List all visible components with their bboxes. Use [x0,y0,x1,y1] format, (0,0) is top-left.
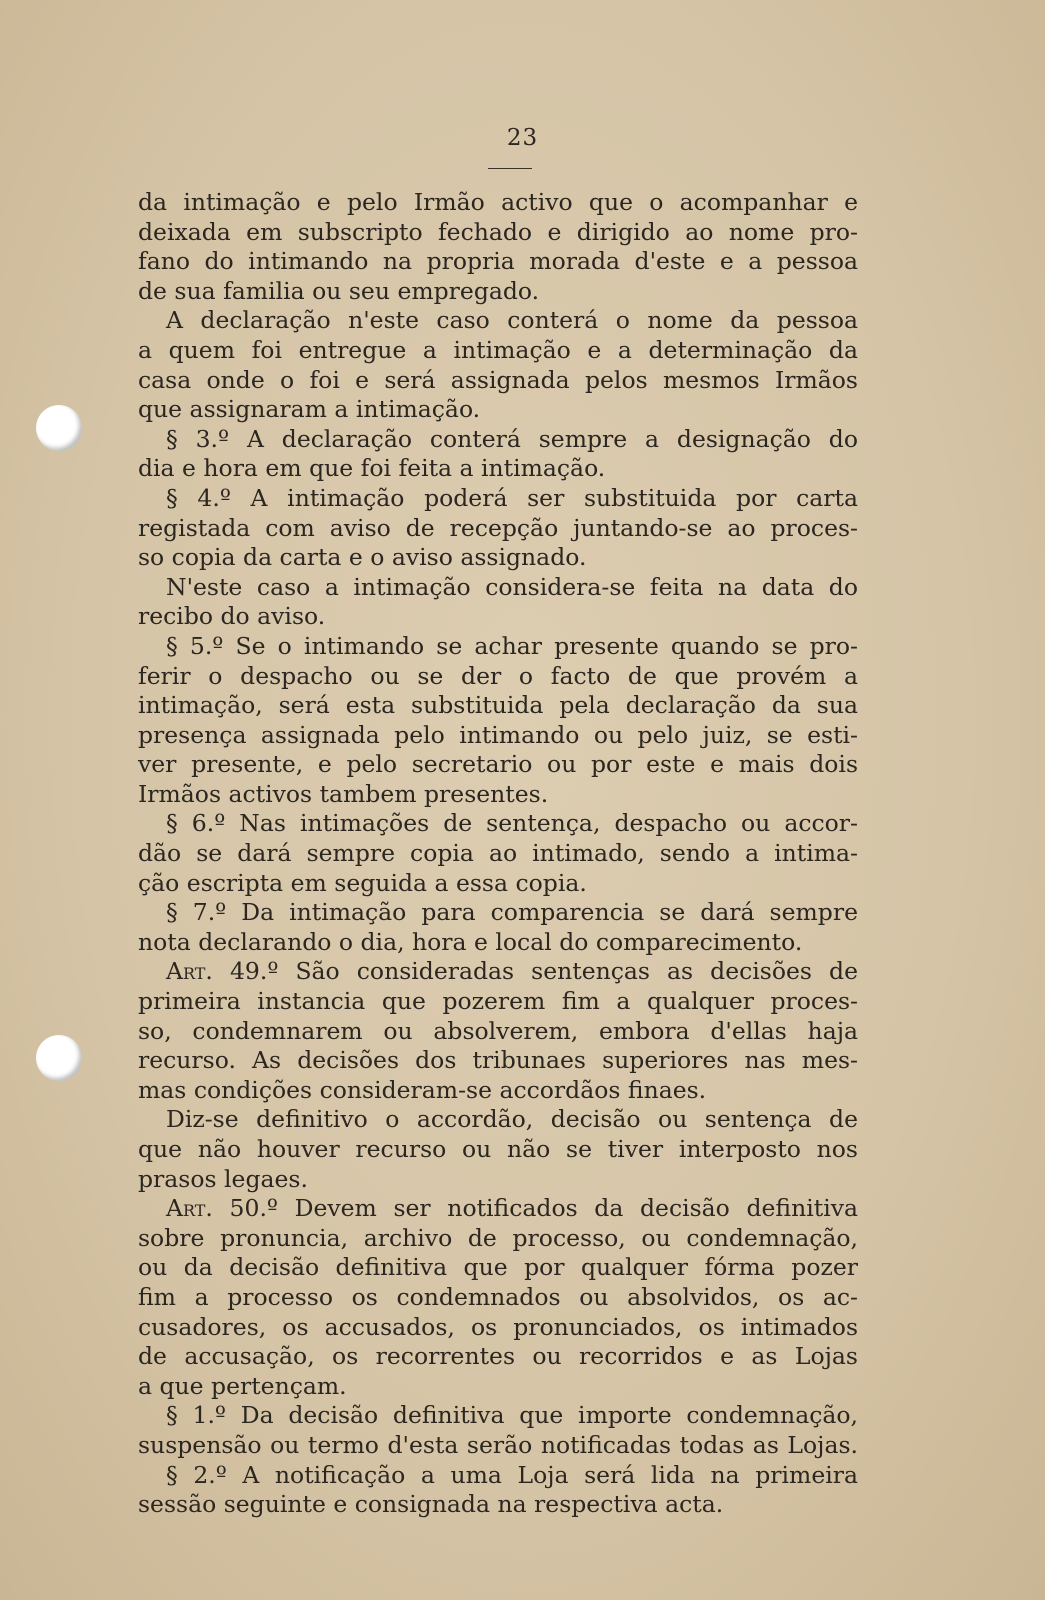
text-line: de accusação, os recorrentes ou recorridos e as Lojas [138,1342,858,1371]
text-line: dão se dará sempre copia ao intimado, sendo a intima- [138,839,858,868]
text-line: Art. 49.º São consideradas sentenças as decisões de [166,957,858,986]
punch-hole [36,1035,82,1081]
text-line: fano do intimando na propria morada d'este e a pessoa [138,247,858,276]
text-line: a que pertençam. [138,1371,347,1400]
text-line: da intimação e pelo Irmão activo que o acompanhar e [138,188,858,216]
text-line: sessão seguinte e consignada na respectiva acta. [138,1490,724,1519]
text-line: A declaração n'este caso conterá o nome da pessoa [166,306,858,335]
text-line: casa onde o foi e será assignada pelos mesmos Irmãos [138,365,858,394]
text-line: presença assignada pelo intimando ou pelo juiz, se esti- [138,720,858,749]
text-line: N'este caso a intimação considera-se feita na data do [166,572,858,601]
text-line: recurso. As decisões dos tribunaes superiores nas mes- [138,1046,858,1075]
text-line: intimação, será esta substituida pela declaração da sua [138,691,858,720]
text-line: a quem foi entregue a intimação e a determinação da [138,335,858,364]
text-line: deixada em subscripto fechado e dirigido ao nome pro- [138,217,858,246]
text-line: so copia da carta e o aviso assignado. [138,543,587,572]
text-line: que assignaram a intimação. [138,395,481,424]
text-line: ferir o despacho ou se der o facto de que provém a [138,661,858,690]
text-line: recibo do aviso. [138,602,326,631]
text-line: Diz-se definitivo o accordão, decisão ou sentença de [166,1105,858,1134]
text-line: § 4.º A intimação poderá ser substituida por carta [166,483,858,512]
text-line: sobre pronuncia, archivo de processo, ou condemnação, [138,1223,858,1252]
text-line: § 3.º A declaração conterá sempre a designação do [166,424,858,453]
punch-hole [36,405,82,451]
text-line: § 2.º A notificação a uma Loja será lida na primeira [166,1460,858,1489]
text-line: mas condições consideram-se accordãos finaes. [138,1075,707,1104]
text-line: suspensão ou termo d'esta serão notificadas todas as Lojas. [138,1430,858,1459]
text-line: § 7.º Da intimação para comparencia se dará sempre [166,898,858,927]
text-line: § 5.º Se o intimando se achar presente quando se pro- [166,631,858,660]
text-line: ver presente, e pelo secretario ou por este e mais dois [138,750,858,779]
article-label: Art. [166,1194,213,1223]
article-label: Art. [166,957,213,986]
text-line: cusadores, os accusados, os pronunciados, os intimados [138,1312,858,1341]
text-line: fim a processo os condemnados ou absolvidos, os ac- [138,1282,858,1311]
text-line: so, condemnarem ou absolverem, embora d'ellas haja [138,1016,858,1045]
page-number: 23 [506,125,539,151]
text-line: registada com aviso de recepção juntando-se ao proces- [138,513,858,542]
text-line: § 1.º Da decisão definitiva que importe condemnação, [166,1401,858,1430]
text-line: Art. 50.º Devem ser notificados da decisão definitiva [166,1194,858,1223]
text-line: § 6.º Nas intimações de sentença, despacho ou accor- [166,809,858,838]
text-line: Irmãos activos tambem presentes. [138,779,549,808]
body-text [138,188,858,1520]
text-line: nota declarando o dia, hora e local do comparecimento. [138,927,803,956]
header-rule [488,168,532,169]
text-line: primeira instancia que pozerem fim a qualquer proces- [138,987,858,1016]
text-line: que não houver recurso ou não se tiver interposto nos [138,1135,858,1163]
text-line: ou da decisão definitiva que por qualquer fórma pozer [138,1253,858,1282]
text-line: ção escripta em seguida a essa copia. [138,868,587,897]
text-line: de sua familia ou seu empregado. [138,276,540,305]
text-line: dia e hora em que foi feita a intimação. [138,454,606,483]
text-line: prasos legaes. [138,1164,308,1193]
